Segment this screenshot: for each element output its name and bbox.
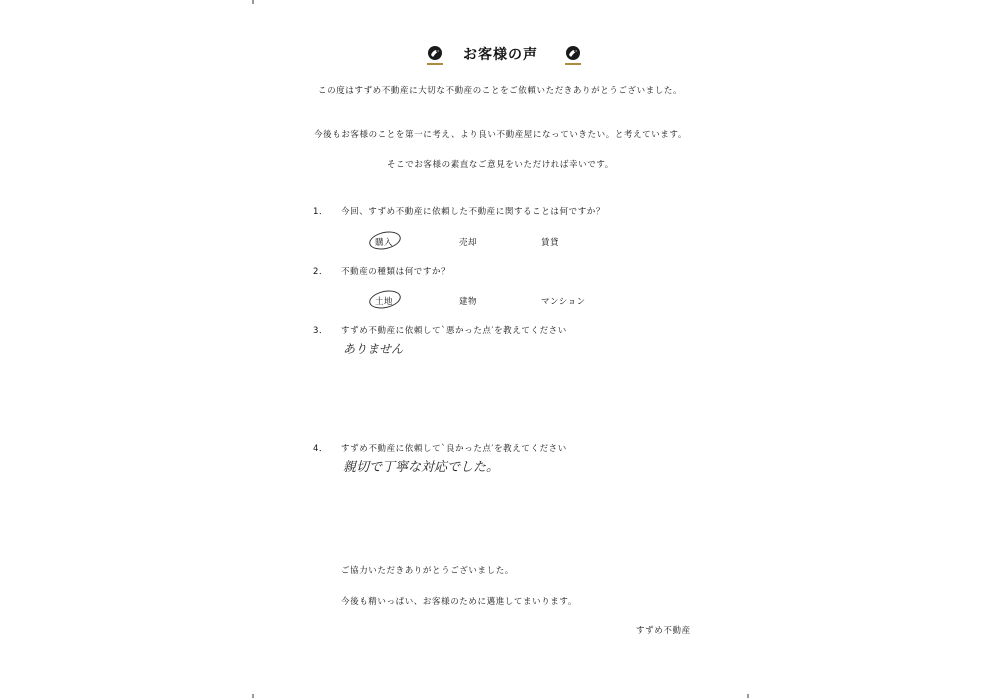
corner-mark (747, 694, 749, 698)
option-purchase[interactable]: 購入 (375, 238, 394, 248)
option-land[interactable]: 土地 (375, 297, 394, 307)
question-number: 4． (313, 444, 329, 454)
page-title: お客様の声 (463, 47, 538, 63)
question-text: すずめ不動産に依頼して`良かった点′を教えてください (341, 444, 567, 454)
intro-line: 今後もお客様のことを第一に考え、より良い不動産屋になっていきたい。と考えています。 (314, 130, 687, 140)
corner-mark (252, 0, 254, 4)
option-rental[interactable]: 賃貸 (541, 238, 560, 248)
question-text: 不動産の種類は何ですか？ (341, 267, 451, 277)
question-number: 2． (313, 267, 329, 277)
question-number: 3． (313, 326, 329, 336)
handwritten-answer: ありません (343, 342, 404, 356)
intro-line: この度はすずめ不動産に大切な不動産のことをご依頼いただきありがとうございました。 (318, 86, 683, 96)
sparrow-logo-icon (424, 44, 446, 68)
question-text: 今回、すずめ不動産に依頼した不動産に関することは何ですか？ (341, 207, 605, 217)
signature: すずめ不動産 (636, 626, 691, 636)
question-number: 1． (313, 207, 329, 217)
closing-line: 今後も精いっぱい、お客様のために邁進してまいります。 (341, 597, 577, 607)
question-text: すずめ不動産に依頼して`悪かった点′を教えてください (341, 326, 567, 336)
handwritten-answer: 親切で丁寧な対応でした。 (343, 460, 500, 475)
option-condominium[interactable]: マンション (541, 297, 586, 307)
intro-line: そこでお客様の素直なご意見をいただければ幸いです。 (387, 160, 614, 170)
corner-mark (252, 694, 254, 698)
closing-line: ご協力いただきありがとうございました。 (341, 566, 514, 576)
sparrow-logo-icon (562, 44, 584, 68)
option-sale[interactable]: 売却 (459, 238, 478, 248)
option-building[interactable]: 建物 (459, 297, 478, 307)
